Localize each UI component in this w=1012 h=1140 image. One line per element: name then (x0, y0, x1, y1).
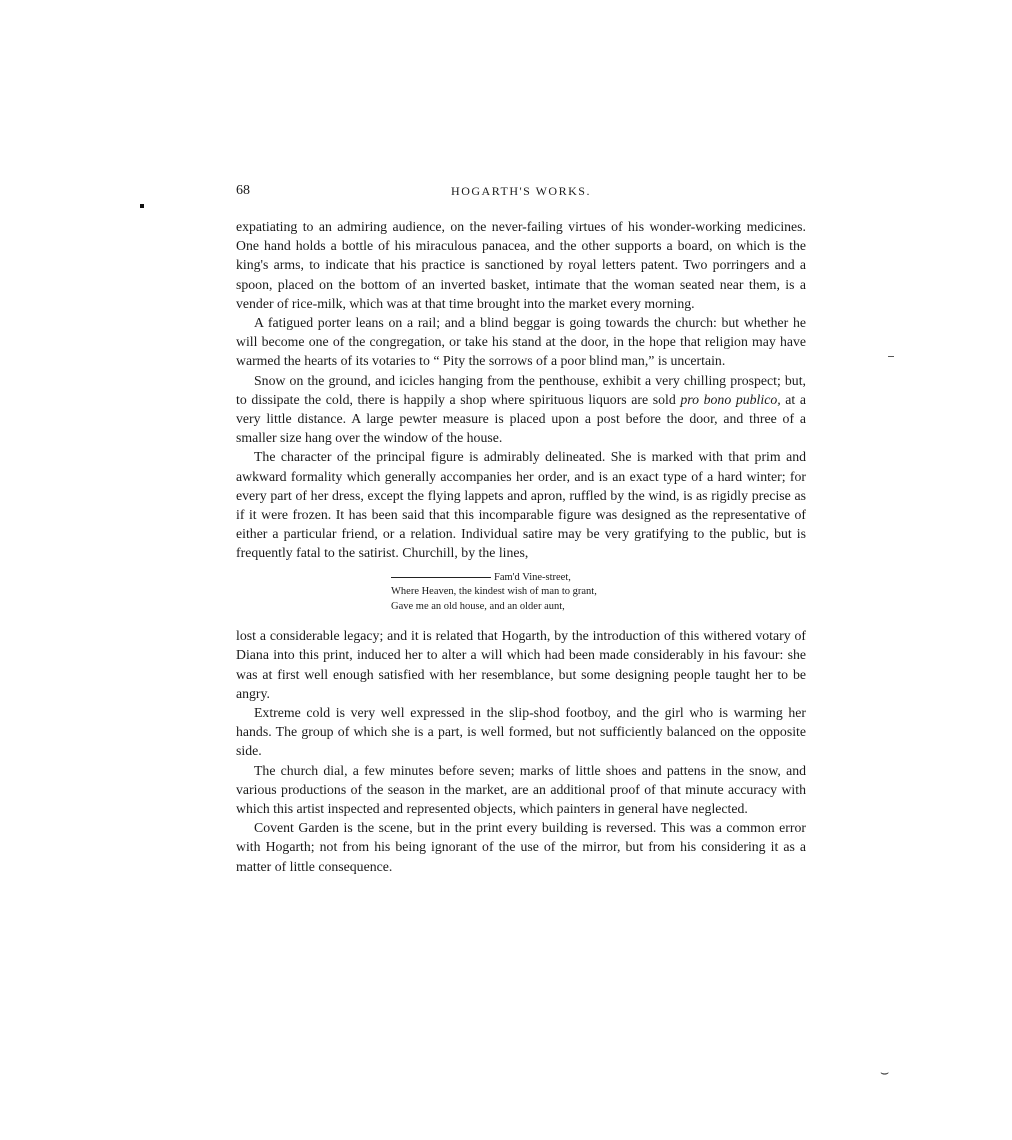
print-speck (140, 204, 144, 208)
paragraph-5: lost a considerable legacy; and it is related that Hogarth, by the introduction of this withered votary of Diana into this print, induced her to alter a will which had been made considerably in his favour: she was at first well enough satisfied with her resemblance, but some designing people taught her to be angry. (236, 628, 806, 701)
verse-rule (391, 577, 491, 578)
corner-mark: ⌣ (880, 1066, 890, 1081)
verse-line-2: Where Heaven, the kindest wish of man to grant, (391, 586, 597, 598)
page-number: 68 (236, 183, 250, 198)
verse-line-1 (391, 571, 806, 586)
body-text (236, 217, 806, 876)
paragraph-7: The church dial, a few minutes before seven; marks of little shoes and pattens in the snow, and various productions of the season in the market, are an additional proof of that minute accuracy with which this artist inspected and represented objects, which painters in general have neglected. (236, 762, 806, 816)
paragraph-8: Covent Garden is the scene, but in the print every building is reversed. This was a common error with Hogarth; not from his being ignorant of the use of the mirror, but from his considering it as a matter of little consequence. (236, 820, 806, 874)
paragraph-2: A fatigued porter leans on a rail; and a blind beggar is going towards the church: but whether he will become one of the congregation, or take his stand at the door, in the hope that religion may have warmed the hearts of its votaries to “ Pity the sorrows of a poor blind man,” is uncertain. (236, 315, 806, 369)
paragraph-6: Extreme cold is very well expressed in the slip-shod footboy, and the girl who is warming her hands. The group of which she is a part, is well formed, but not sufficiently balanced on the opposite side. (236, 704, 806, 759)
paragraph-3 (236, 371, 806, 448)
latin-phrase: pro bono publico, (680, 391, 781, 407)
verse-line-3: Gave me an old house, and an older aunt, (391, 600, 565, 612)
paragraph-4: The character of the principal figure is admirably delineated. She is marked with that prim and awkward formality which generally accompanies her order, and is an exact type of a hard winter; for every part of her dress, except the flying lappets and apron, ruffled by the wind, is as rigidly precise as if it were frozen. It has been said that this incomparable figure was designed as the representative of either a particular friend, or a relation. Individual satire may be very gratifying to the public, but is frequently fatal to the satirist. Churchill, by the lines, (236, 449, 806, 561)
verse-line-1-text: Fam'd Vine-street, (494, 571, 571, 583)
running-title: HOGARTH'S WORKS. (451, 184, 591, 198)
paragraph-3-text-b: at a very little distance. A large pewter measure is placed upon a post before the door, and three of a smaller size hang over the window of the house. (236, 391, 807, 446)
verse-quotation (391, 571, 806, 615)
paragraph-1: expatiating to an admiring audience, on the never-failing virtues of his wonder-working medicines. One hand holds a bottle of his miraculous panacea, and the other supports a board, on which is the king's arms, to indicate that his practice is sanctioned by royal letters patent. Two porringers and a spoon, placed on the bottom of an inverted basket, intimate that the woman seated near them, is a vender of rice-milk, which was at that time brought into the market every morning. (236, 219, 806, 311)
margin-mark (888, 356, 894, 357)
paragraph-3-text-a: Snow on the ground, and icicles hanging from the penthouse, exhibit a very chilling prospect; but, to dissipate the cold, there is happily a shop where spirituous liquors are sold (236, 372, 806, 407)
running-head (236, 183, 806, 203)
